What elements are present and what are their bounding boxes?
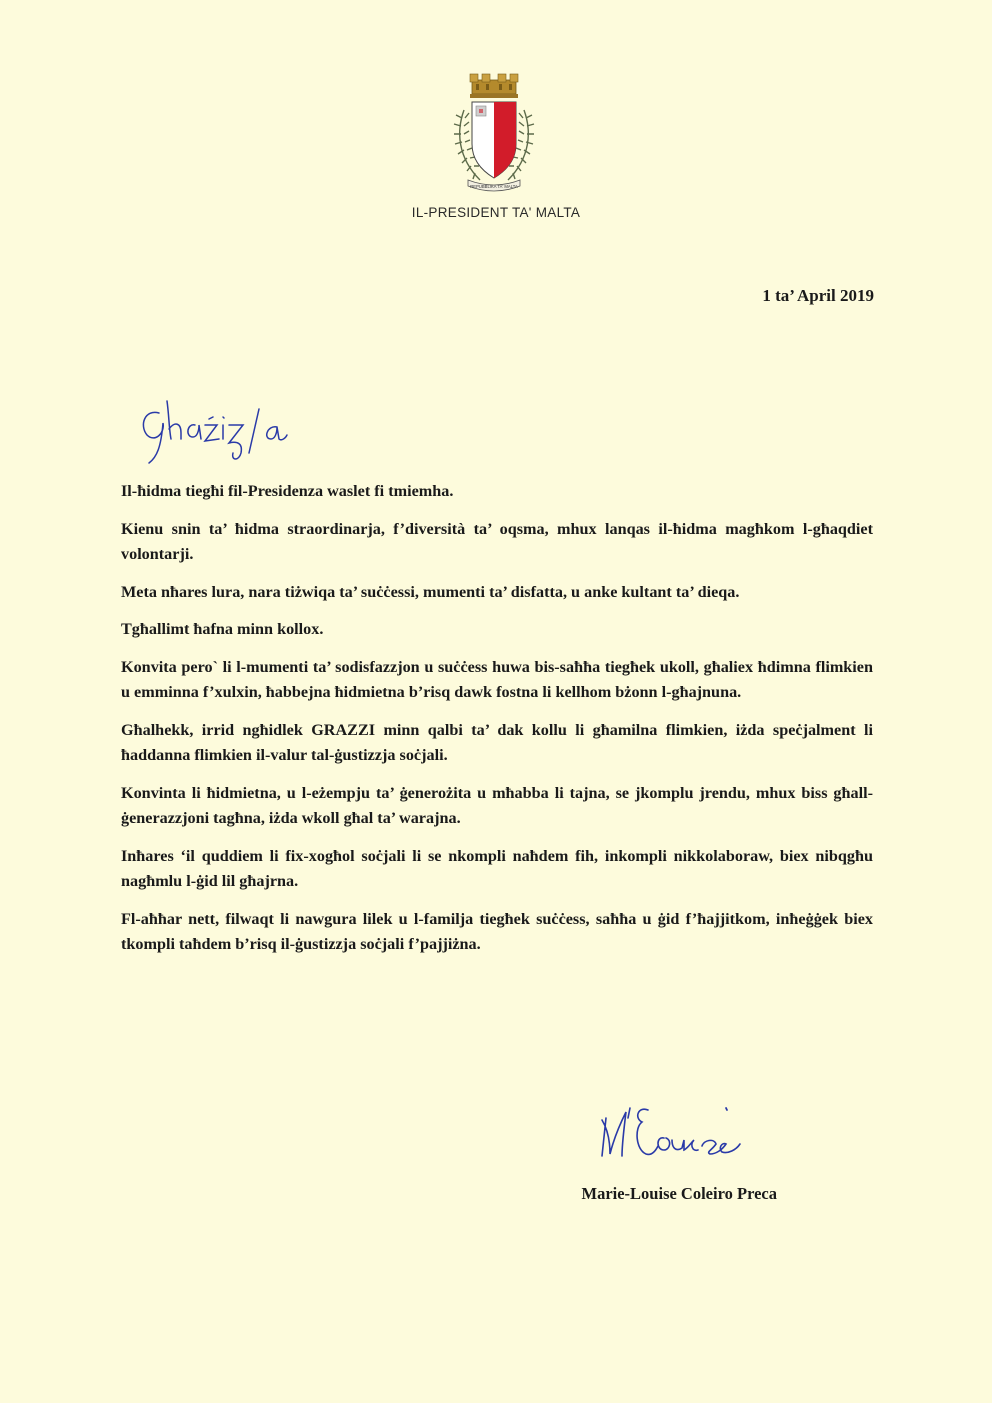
paragraph: Tgħallimt ħafna minn kollox. xyxy=(121,620,324,638)
motto-text: REPUBBLIKA TA' MALTA xyxy=(470,184,518,189)
handwritten-salutation xyxy=(137,395,297,467)
paragraph: Kienu snin ta’ ħidma straordinarja, f’diversità ta’ oqsma, mhux lanqas il-ħidma magħkom l-għaqdiet volontarji. xyxy=(121,519,873,563)
paragraph: Konvita pero` li l-mumenti ta’ sodisfazzjon u suċċess huwa bis-saħħa tiegħek ukoll, għaliex ħdimna flimkien u emminna f’xulxin, ħabbejna ħidmietna b’risq dawk fostna li kellhom bżonn l-għajnuna. xyxy=(121,657,873,701)
paragraph: Meta nħares lura, nara tiżwiqa ta’ suċċessi, mumenti ta’ disfatta, u anke kultant ta’ dieqa. xyxy=(121,582,740,601)
signature-text: M'Louise xyxy=(598,1098,602,1099)
letter-body xyxy=(121,479,873,970)
letter-date: 1 ta’ April 2019 xyxy=(762,286,874,305)
motto-ribbon xyxy=(468,180,520,191)
crown-icon xyxy=(470,74,518,98)
coat-of-arms-icon xyxy=(446,72,542,196)
office-title: IL-PRESIDENT TA' MALTA xyxy=(411,205,581,220)
signer-name: Marie-Louise Coleiro Preca xyxy=(581,1184,777,1203)
salutation-text: għażiż/a xyxy=(137,395,141,396)
paragraph: Il-ħidma tiegħi fil-Presidenza waslet fi tmiemha. xyxy=(121,482,454,500)
paragraph: Konvinta li ħidmietna, u l-eżempju ta’ ġenerożita u mħabba li tajna, se jkomplu jrendu, mhux biss għall-ġenerazzjoni tagħna, iżda wkoll għal ta’ warajna. xyxy=(121,783,873,827)
paragraph: Inħares ‘il quddiem li fix-xogħol soċjali li se nkompli naħdem fih, inkompli nikkolaboraw, biex nibqgħu nagħmlu l-ġid lil għajrna. xyxy=(121,846,873,890)
paragraph: Fl-aħħar nett, filwaqt li nawgura lilek u l-familja tiegħek suċċess, saħħa u ġid f’ħajjitkom, inħeġġek biex tkompli taħdem b’risq il-ġustizzja soċjali f’pajjiżna. xyxy=(121,909,873,953)
paragraph: Għalhekk, irrid ngħidlek GRAZZI minn qalbi ta’ dak kollu li għamilna flimkien, iżda speċjalment li ħaddanna flimkien il-valur tal-ġustizzja soċjali. xyxy=(121,720,873,764)
handwritten-signature xyxy=(598,1098,743,1168)
